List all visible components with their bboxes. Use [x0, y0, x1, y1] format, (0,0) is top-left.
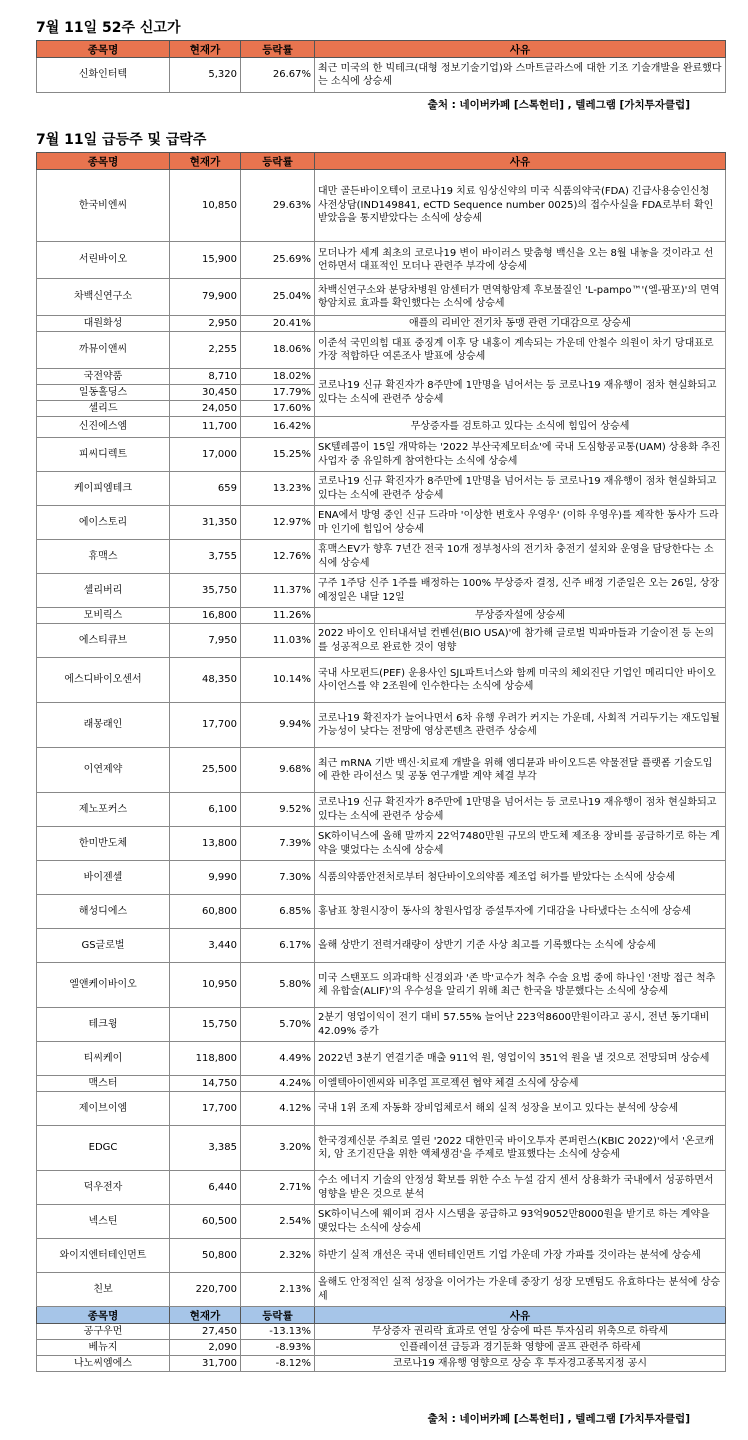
stock-reason: 대만 골든바이오텍이 코로나19 치료 임상신약의 미국 식품의약국(FDA) 긴급사용승인신청 사전상담(IND149841, eCTD Sequence number 0025)의 접수사실을 FDA로부터 확인받았음을 통지받았다는 소식에 상승세 [315, 170, 726, 242]
stock-price: 24,050 [170, 401, 241, 417]
table-row [37, 748, 726, 793]
stock-name: 모비릭스 [37, 608, 170, 624]
stock-price: 10,850 [170, 170, 241, 242]
stock-name: 덕우전자 [37, 1171, 170, 1205]
stock-change-rate: 2.71% [241, 1171, 315, 1205]
stock-price: 5,320 [170, 58, 241, 93]
stock-name: 바이젠셀 [37, 861, 170, 895]
stock-name: 베뉴지 [37, 1340, 170, 1356]
stock-price: 118,800 [170, 1042, 241, 1076]
header-rate: 등락률 [241, 153, 315, 170]
stock-name: 넥스틴 [37, 1205, 170, 1239]
table-row [37, 1126, 726, 1171]
stock-price: 60,800 [170, 895, 241, 929]
stock-reason: 모더나가 세계 최초의 코로나19 변이 바이러스 맞춤형 백신을 오는 8월 내놓을 것이라고 선언하면서 대표적인 모더나 관련주 부각에 상승세 [315, 242, 726, 279]
table-row [37, 1273, 726, 1307]
stock-price: 48,350 [170, 658, 241, 703]
stock-name: 나노씨엠에스 [37, 1356, 170, 1372]
stock-change-rate: 9.52% [241, 793, 315, 827]
stock-reason: 올해 상반기 전력거래량이 상반기 기준 사상 최고를 기록했다는 소식에 상승세 [315, 929, 726, 963]
stock-name: 한국비엔씨 [37, 170, 170, 242]
table-row [37, 574, 726, 608]
stock-change-rate: 5.80% [241, 963, 315, 1008]
stock-price: 13,800 [170, 827, 241, 861]
section2-title: 7월 11일 급등주 및 급락주 [36, 132, 207, 148]
table-row [37, 472, 726, 506]
stock-price: 10,950 [170, 963, 241, 1008]
stock-reason: SK하이닉스에 웨이퍼 검사 시스템을 공급하고 93억9052만8000원을 받기로 하는 계약을 맺었다는 소식에 상승세 [315, 1205, 726, 1239]
table-row [37, 608, 726, 624]
table-row [37, 242, 726, 279]
stock-name: 신화인터텍 [37, 58, 170, 93]
stock-change-rate: 9.68% [241, 748, 315, 793]
header-name: 종목명 [37, 153, 170, 170]
stock-reason: 코로나19 신규 확진자가 8주만에 1만명을 넘어서는 등 코로나19 재유행이 점차 현실화되고 있다는 소식에 관련주 상승세 [315, 472, 726, 506]
stock-name: 친보 [37, 1273, 170, 1307]
stock-reason: 국내 사모펀드(PEF) 운용사인 SJL파트너스와 함께 미국의 체외진단 기업인 메리디안 바이오사이언스를 약 2조원에 인수한다는 소식에 상승세 [315, 658, 726, 703]
stock-price: 6,440 [170, 1171, 241, 1205]
stock-reason: 2분기 영업이익이 전기 대비 57.55% 늘어난 223억8600만원이라고 공시, 전년 동기대비 42.09% 증가 [315, 1008, 726, 1042]
stock-change-rate: 18.06% [241, 332, 315, 369]
stock-name: 맥스터 [37, 1076, 170, 1092]
stock-reason: 애플의 리비안 전기차 동맹 관련 기대감으로 상승세 [315, 316, 726, 332]
stock-price: 11,700 [170, 417, 241, 438]
stock-price: 15,900 [170, 242, 241, 279]
stock-change-rate: -8.12% [241, 1356, 315, 1372]
header-name: 종목명 [37, 1307, 170, 1324]
table-row [37, 624, 726, 658]
stock-price: 17,700 [170, 1092, 241, 1126]
stock-change-rate: 13.23% [241, 472, 315, 506]
table-row [37, 540, 726, 574]
stock-price: 2,255 [170, 332, 241, 369]
table-row [37, 506, 726, 540]
stock-name: 서린바이오 [37, 242, 170, 279]
stock-change-rate: 11.37% [241, 574, 315, 608]
stock-change-rate: 5.70% [241, 1008, 315, 1042]
stock-price: 30,450 [170, 385, 241, 401]
stock-change-rate: 17.79% [241, 385, 315, 401]
stock-change-rate: 4.12% [241, 1092, 315, 1126]
stock-change-rate: 4.24% [241, 1076, 315, 1092]
stock-price: 35,750 [170, 574, 241, 608]
stock-price: 3,385 [170, 1126, 241, 1171]
header-name: 종목명 [37, 41, 170, 58]
table-row [37, 1171, 726, 1205]
stock-name: 국전약품 [37, 369, 170, 385]
stock-price: 15,750 [170, 1008, 241, 1042]
stock-reason: 한국경제신문 주최로 열린 '2022 대한민국 바이오투자 콘퍼런스(KBIC 2022)'에서 '온코캐치, 암 조기진단을 위한 액체생검'을 주제로 발표했다는 소식에 상승세 [315, 1126, 726, 1171]
stock-change-rate: 6.17% [241, 929, 315, 963]
header-price: 현재가 [170, 41, 241, 58]
stock-reason: 구주 1주당 신주 1주를 배정하는 100% 무상증자 결정, 신주 배정 기준일은 오는 26일, 상장 예정일은 내달 12일 [315, 574, 726, 608]
table-row [37, 1042, 726, 1076]
stock-reason: 무상증자설에 상승세 [315, 608, 726, 624]
stock-price: 27,450 [170, 1324, 241, 1340]
table-row [37, 861, 726, 895]
stock-change-rate: 7.30% [241, 861, 315, 895]
stock-price: 659 [170, 472, 241, 506]
stock-change-rate: 11.03% [241, 624, 315, 658]
stock-name: 엘앤케이바이오 [37, 963, 170, 1008]
stock-name: 차백신연구소 [37, 279, 170, 316]
section1-source: 출처 : 네이버카페 [스톡헌터] , 텔레그램 [가치투자클럽] [427, 99, 690, 111]
stock-price: 17,000 [170, 438, 241, 472]
table-row [37, 369, 726, 385]
stock-reason: 미국 스탠포드 의과대학 신경외과 '존 박'교수가 척추 수술 요법 중에 하나인 '전방 접근 척추체 유합술(ALIF)'의 우수성을 알리기 위해 최근 한국을 방문했다는 소식에 상승세 [315, 963, 726, 1008]
stock-reason: 코로나19 재유행 영향으로 상승 후 투자경고종목지정 공시 [315, 1356, 726, 1372]
table-row [37, 417, 726, 438]
table-row [37, 1076, 726, 1092]
table-row [37, 1356, 726, 1372]
stock-reason: 인플레이션 급등과 경기둔화 영향에 골프 관련주 하락세 [315, 1340, 726, 1356]
table-row [37, 332, 726, 369]
stock-name: 케이피엠테크 [37, 472, 170, 506]
stock-change-rate: 26.67% [241, 58, 315, 93]
stock-reason: 수소 에너지 기술의 안정성 확보를 위한 수소 누설 감지 센서 상용화가 국내에서 성공하면서 영향을 받은 것으로 분석 [315, 1171, 726, 1205]
stock-price: 31,700 [170, 1356, 241, 1372]
stock-reason: 식품의약품안전처로부터 첨단바이오의약품 제조업 허가를 받았다는 소식에 상승세 [315, 861, 726, 895]
table-row [37, 1324, 726, 1340]
header-price: 현재가 [170, 1307, 241, 1324]
stock-name: EDGC [37, 1126, 170, 1171]
stock-name: 피씨디렉트 [37, 438, 170, 472]
stock-change-rate: 11.26% [241, 608, 315, 624]
stock-price: 220,700 [170, 1273, 241, 1307]
stock-reason: 코로나19 신규 확진자가 8주만에 1만명을 넘어서는 등 코로나19 재유행이 점차 현실화되고 있다는 소식에 관련주 상승세 [315, 793, 726, 827]
movers-table [36, 152, 726, 1372]
stock-price: 7,950 [170, 624, 241, 658]
stock-name: 에스디바이오센서 [37, 658, 170, 703]
stock-price: 25,500 [170, 748, 241, 793]
stock-name: 래몽래인 [37, 703, 170, 748]
header-rate: 등락률 [241, 1307, 315, 1324]
stock-price: 3,440 [170, 929, 241, 963]
stock-change-rate: 25.69% [241, 242, 315, 279]
stock-name: 와이지엔터테인먼트 [37, 1239, 170, 1273]
header-rate: 등락률 [241, 41, 315, 58]
stock-reason: 2022 바이오 인터내셔널 컨벤션(BIO USA)'에 참가해 글로벌 빅파마들과 기술이전 등 논의를 성공적으로 완료한 것이 영향 [315, 624, 726, 658]
stock-reason: 하반기 실적 개선은 국내 엔터테인먼트 기업 가운데 가장 가파를 것이라는 분석에 상승세 [315, 1239, 726, 1273]
stock-name: 제이브이엠 [37, 1092, 170, 1126]
table-row [37, 1008, 726, 1042]
stock-change-rate: 25.04% [241, 279, 315, 316]
stock-price: 17,700 [170, 703, 241, 748]
stock-reason: 무상증자를 검토하고 있다는 소식에 힘입어 상승세 [315, 417, 726, 438]
stock-price: 2,950 [170, 316, 241, 332]
table-row [37, 1239, 726, 1273]
stock-change-rate: 3.20% [241, 1126, 315, 1171]
header-reason: 사유 [315, 153, 726, 170]
stock-name: 대원화성 [37, 316, 170, 332]
stock-name: 한미반도체 [37, 827, 170, 861]
table-row [37, 170, 726, 242]
table-row [37, 279, 726, 316]
stock-name: 티씨케이 [37, 1042, 170, 1076]
stock-reason: 코로나19 확진자가 늘어나면서 6차 유행 우려가 커지는 가운데, 사회적 거리두기는 재도입될 가능성이 낮다는 전망에 영상콘텐츠 관련주 상승세 [315, 703, 726, 748]
table-row [37, 438, 726, 472]
stock-reason: 2022년 3분기 연결기준 매출 911억 원, 영업이익 351억 원을 낼 것으로 전망되며 상승세 [315, 1042, 726, 1076]
stock-change-rate: 4.49% [241, 1042, 315, 1076]
header-price: 현재가 [170, 153, 241, 170]
new-high-table [36, 40, 726, 93]
stock-price: 8,710 [170, 369, 241, 385]
stock-reason: 홍남표 창원시장이 동사의 창원사업장 증설투자에 기대감을 나타냈다는 소식에 상승세 [315, 895, 726, 929]
stock-name: 셀리버리 [37, 574, 170, 608]
stock-change-rate: 16.42% [241, 417, 315, 438]
stock-price: 31,350 [170, 506, 241, 540]
stock-change-rate: 20.41% [241, 316, 315, 332]
stock-name: 테크윙 [37, 1008, 170, 1042]
table-row [37, 963, 726, 1008]
stock-name: 제노포커스 [37, 793, 170, 827]
stock-change-rate: 18.02% [241, 369, 315, 385]
table-row [37, 895, 726, 929]
stock-name: 공구우먼 [37, 1324, 170, 1340]
stock-change-rate: 12.76% [241, 540, 315, 574]
stock-price: 9,990 [170, 861, 241, 895]
stock-change-rate: 10.14% [241, 658, 315, 703]
table-row [37, 1340, 726, 1356]
stock-price: 6,100 [170, 793, 241, 827]
stock-reason: 이준석 국민의힘 대표 중징계 이후 당 내홍이 계속되는 가운데 안철수 의원이 차기 당대표로 가장 적합하단 여론조사 발표에 상승세 [315, 332, 726, 369]
stock-change-rate: 29.63% [241, 170, 315, 242]
stock-reason: SK텔레콤이 15일 개막하는 '2022 부산국제모터쇼'에 국내 도심항공교통(UAM) 상용화 추진 사업자 중 유일하게 참여한다는 소식에 상승세 [315, 438, 726, 472]
stock-name: 셀리드 [37, 401, 170, 417]
table-row [37, 658, 726, 703]
header-reason: 사유 [315, 41, 726, 58]
stock-price: 2,090 [170, 1340, 241, 1356]
stock-change-rate: 2.54% [241, 1205, 315, 1239]
stock-reason: 휴맥스EV가 향후 7년간 전국 10개 정부청사의 전기차 충전기 설치와 운영을 담당한다는 소식에 상승세 [315, 540, 726, 574]
stock-price: 16,800 [170, 608, 241, 624]
stock-change-rate: -13.13% [241, 1324, 315, 1340]
stock-price: 14,750 [170, 1076, 241, 1092]
stock-reason: SK하이닉스에 올해 말까지 22억7480만원 규모의 반도체 제조용 장비를 공급하기로 하는 계약을 맺었다는 소식에 상승세 [315, 827, 726, 861]
table-row [37, 58, 726, 93]
stock-name: 에이스토리 [37, 506, 170, 540]
stock-name: 에스티큐브 [37, 624, 170, 658]
stock-reason: 차백신연구소와 분당차병원 암센터가 면역항암제 후보물질인 'L-pampo™'(엘-팜포)'의 면역항암치료 효과를 확인했다는 소식에 상승세 [315, 279, 726, 316]
table-row [37, 793, 726, 827]
stock-name: 이연제약 [37, 748, 170, 793]
stock-reason: 올해도 안정적인 실적 성장을 이어가는 가운데 중장기 성장 모멘텀도 유효하다는 분석에 상승세 [315, 1273, 726, 1307]
stock-name: 까뮤이앤씨 [37, 332, 170, 369]
stock-change-rate: 7.39% [241, 827, 315, 861]
stock-name: 해성디에스 [37, 895, 170, 929]
stock-change-rate: 12.97% [241, 506, 315, 540]
table-row [37, 703, 726, 748]
stock-change-rate: 2.13% [241, 1273, 315, 1307]
stock-name: 휴맥스 [37, 540, 170, 574]
stock-reason: 최근 mRNA 기반 백신·치료제 개발을 위해 엠디뮨과 바이오드론 약물전달 플랫폼 기술도입에 관한 라이선스 및 공동 연구개발 계약 체결 부각 [315, 748, 726, 793]
stock-name: GS글로벌 [37, 929, 170, 963]
header-reason: 사유 [315, 1307, 726, 1324]
stock-change-rate: 17.60% [241, 401, 315, 417]
stock-price: 79,900 [170, 279, 241, 316]
stock-reason: 최근 미국의 한 빅테크(대형 정보기술기업)와 스마트글라스에 대한 기조 기술개발을 완료했다는 소식에 상승세 [315, 58, 726, 93]
decliners-header-row [37, 1307, 726, 1324]
table-row [37, 929, 726, 963]
table-row [37, 1205, 726, 1239]
stock-change-rate: 15.25% [241, 438, 315, 472]
stock-reason: 국내 1위 조제 자동화 장비업체로서 해외 실적 성장을 보이고 있다는 분석에 상승세 [315, 1092, 726, 1126]
stock-change-rate: 2.32% [241, 1239, 315, 1273]
stock-reason: 이엘텍아이엔씨와 비추얼 프로젝션 협약 체결 소식에 상승세 [315, 1076, 726, 1092]
section1-title: 7월 11일 52주 신고가 [36, 20, 181, 36]
stock-change-rate: 9.94% [241, 703, 315, 748]
table-row [37, 1092, 726, 1126]
stock-reason: 무상증자 권리락 효과로 연일 상승에 따른 투자심리 위축으로 하락세 [315, 1324, 726, 1340]
stock-price: 50,800 [170, 1239, 241, 1273]
table-row [37, 827, 726, 861]
stock-change-rate: -8.93% [241, 1340, 315, 1356]
stock-price: 3,755 [170, 540, 241, 574]
stock-price: 60,500 [170, 1205, 241, 1239]
stock-name: 신진에스엠 [37, 417, 170, 438]
stock-reason: 코로나19 신규 확진자가 8주만에 1만명을 넘어서는 등 코로나19 재유행이 점차 현실화되고 있다는 소식에 관련주 상승세 [315, 369, 726, 417]
section2-source: 출처 : 네이버카페 [스톡헌터] , 텔레그램 [가치투자클럽] [427, 1413, 690, 1425]
stock-reason: ENA에서 방영 중인 신규 드라마 '이상한 변호사 우영우' (이하 우영우)를 제작한 동사가 드라마 인기에 힘입어 상승세 [315, 506, 726, 540]
stock-name: 일동홀딩스 [37, 385, 170, 401]
stock-change-rate: 6.85% [241, 895, 315, 929]
table-row [37, 316, 726, 332]
